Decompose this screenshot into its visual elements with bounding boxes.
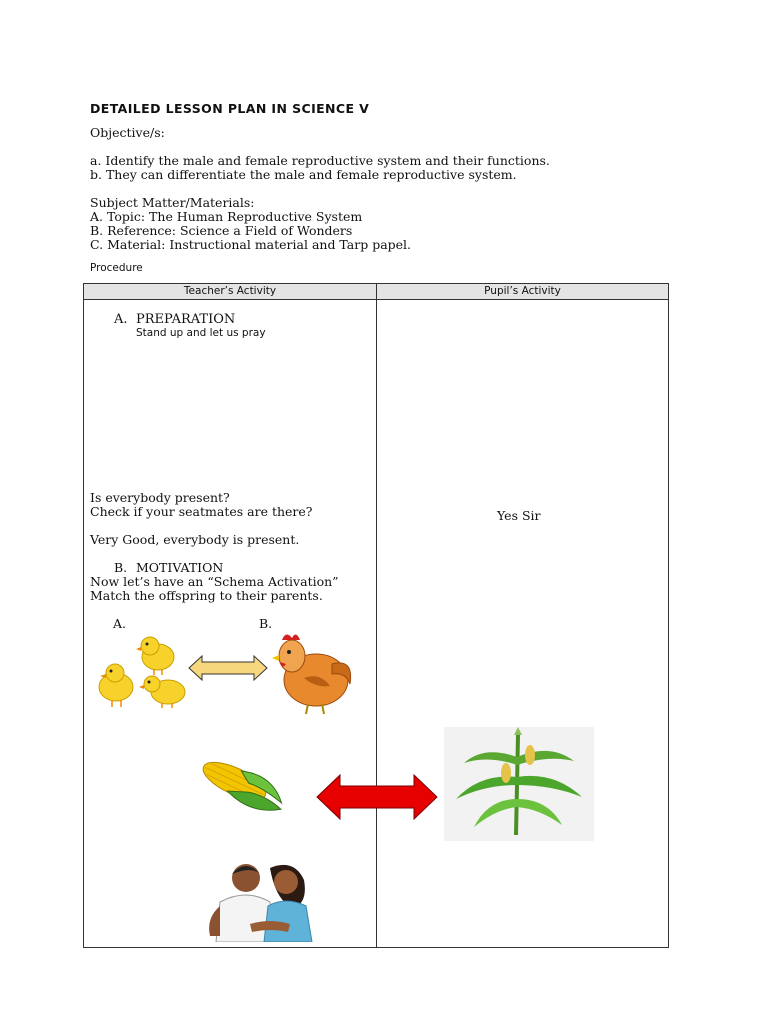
preparation-letter: A. xyxy=(114,312,128,327)
motivation-line-1: Now let’s have an “Schema Activation” xyxy=(90,574,339,589)
subject-material: C. Material: Instructional material and Tarp papel. xyxy=(90,237,412,252)
subject-reference: B. Reference: Science a Field of Wonders xyxy=(90,223,353,238)
subject-heading: Subject Matter/Materials: xyxy=(90,195,255,210)
praise-text: Very Good, everybody is present. xyxy=(90,532,300,547)
procedure-table xyxy=(83,283,669,948)
header-pupil-activity: Pupil’s Activity xyxy=(484,285,561,297)
motivation-letter: B. xyxy=(114,560,128,575)
objectives-heading: Objective/s: xyxy=(90,125,165,140)
objective-a: a. Identify the male and female reproductive system and their functions. xyxy=(90,153,550,168)
motivation-title: MOTIVATION xyxy=(136,560,224,575)
procedure-label: Procedure xyxy=(90,262,143,274)
label-a: A. xyxy=(113,616,127,631)
question-seatmates: Check if your seatmates are there? xyxy=(90,504,313,519)
header-teacher-activity: Teacher’s Activity xyxy=(183,285,277,297)
hen-illustration xyxy=(270,628,356,716)
double-arrow-red xyxy=(316,774,438,820)
page-title: DETAILED LESSON PLAN IN SCIENCE V xyxy=(90,101,370,116)
chicks-illustration xyxy=(92,632,192,712)
subject-topic: A. Topic: The Human Reproductive System xyxy=(90,209,363,224)
double-arrow-yellow xyxy=(188,655,268,681)
corn-plant-illustration xyxy=(444,727,594,841)
label-b: B. xyxy=(259,616,273,631)
objective-b: b. They can differentiate the male and female reproductive system. xyxy=(90,167,517,182)
corn-cob-illustration xyxy=(190,748,290,828)
couple-illustration xyxy=(190,858,332,942)
pupil-answer: Yes Sir xyxy=(497,508,541,523)
preparation-text: Stand up and let us pray xyxy=(136,327,266,339)
question-present: Is everybody present? xyxy=(90,490,230,505)
motivation-line-2: Match the offspring to their parents. xyxy=(90,588,323,603)
preparation-title: PREPARATION xyxy=(136,312,236,327)
column-divider xyxy=(376,284,377,947)
